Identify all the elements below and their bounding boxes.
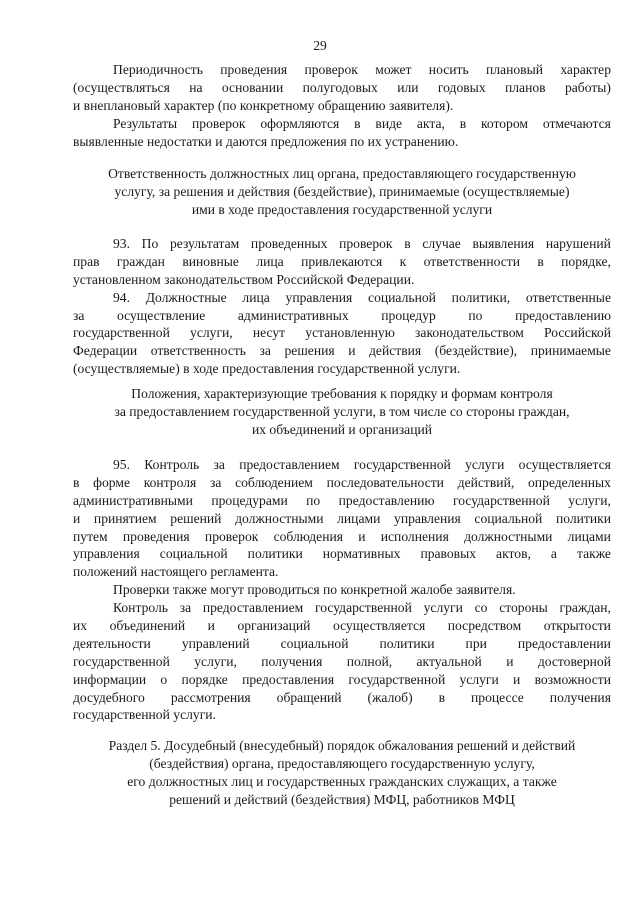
paragraph-block bbox=[73, 61, 611, 150]
text-line: Контроль за предоставлением государственной услуги со стороны граждан, bbox=[113, 600, 611, 616]
heading-line: его должностных лиц и государственных гражданских служащих, а также bbox=[127, 773, 557, 789]
heading-line: услугу, за решения и действия (бездействие), принимаемые (осуществляемые) bbox=[114, 183, 570, 199]
text-line: (осуществляемые) в ходе предоставления государственной услуги. bbox=[73, 361, 461, 377]
text-line: и внеплановый характер (по конкретному обращению заявителя). bbox=[73, 97, 454, 113]
heading-line: Положения, характеризующие требования к порядку и формам контроля bbox=[131, 386, 553, 401]
text-line: (осуществляться на основании полугодовых или годовых планов работы) bbox=[73, 79, 611, 95]
text-line: административными процедурами по предоставлению государственной услуги, bbox=[73, 492, 611, 508]
text-line: деятельности управлений социальной политики при предоставлении bbox=[73, 635, 611, 651]
text-line: 95. Контроль за предоставлением государственной услуги осуществляется bbox=[113, 457, 611, 472]
text-line: государственной услуги, несут установленную законодательством Российской bbox=[73, 325, 611, 341]
text-line: досудебного рассмотрения обращений (жалоб) в процессе получения bbox=[73, 689, 611, 705]
text-line: положений настоящего регламента. bbox=[73, 564, 279, 580]
text-line: прав граждан виновные лица привлекаются к ответственности в порядке, bbox=[73, 253, 611, 269]
text-line: 94. Должностные лица управления социальной политики, ответственные bbox=[113, 289, 611, 305]
text-line: их объединений и организаций осуществляется посредством открытости bbox=[73, 618, 611, 634]
heading-line: за предоставлением государственной услуги, в том числе со стороны граждан, bbox=[114, 403, 570, 419]
heading-line: ими в ходе предоставления государственной услуги bbox=[191, 201, 493, 217]
heading-line: (бездействия) органа, предоставляющего государственную услугу, bbox=[149, 755, 535, 771]
paragraph-block bbox=[73, 235, 611, 378]
text-line: за осуществление административных процедур по предоставлению bbox=[73, 307, 611, 323]
text-line: 93. По результатам проведенных проверок в случае выявления нарушений bbox=[113, 236, 611, 251]
section-heading bbox=[73, 165, 611, 219]
text-line: информации о порядке предоставления государственной услуги и возможности bbox=[73, 671, 611, 687]
section-heading bbox=[73, 385, 611, 439]
text-line: путем проведения проверок соблюдения и исполнения должностными лицами bbox=[73, 528, 611, 544]
text-line: выявленные недостатки и даются предложения по их устранению. bbox=[73, 133, 459, 149]
text-line: Проверки также могут проводиться по конкретной жалобе заявителя. bbox=[113, 582, 516, 598]
paragraph-block bbox=[73, 456, 611, 724]
heading-line: Ответственность должностных лиц органа, предоставляющего государственную bbox=[108, 166, 576, 181]
text-line: Федерации ответственность за решения и действия (бездействие), принимаемые bbox=[73, 343, 611, 359]
text-line: Результаты проверок оформляются в виде акта, в котором отмечаются bbox=[113, 115, 611, 131]
text-line: Периодичность проведения проверок может носить плановый характер bbox=[113, 62, 611, 77]
text-line: управления социальной политики нормативных правовых актов, а также bbox=[73, 546, 611, 562]
text-line: в форме контроля за соблюдением последовательности действий, определенных bbox=[73, 474, 611, 490]
page-number: 29 bbox=[313, 38, 327, 53]
heading-line: решений и действий (бездействия) МФЦ, работников МФЦ bbox=[169, 791, 515, 807]
heading-line: их объединений и организаций bbox=[251, 421, 433, 437]
text-line: государственной услуги. bbox=[73, 707, 216, 723]
heading-line: Раздел 5. Досудебный (внесудебный) порядок обжалования решений и действий bbox=[108, 738, 576, 753]
text-line: и принятием решений должностными лицами управления социальной политики bbox=[73, 510, 611, 526]
section-heading bbox=[73, 737, 611, 809]
text-line: государственной услуги, получения полной, актуальной и достоверной bbox=[73, 653, 611, 669]
text-line: установленном законодательством Российской Федерации. bbox=[73, 271, 415, 287]
